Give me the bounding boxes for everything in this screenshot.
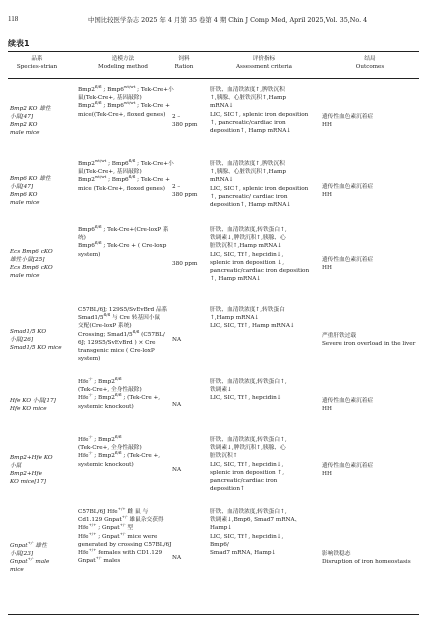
strain-line: mice	[10, 567, 24, 574]
assessment-line: pancreatic/cardiac iron deposition	[210, 268, 310, 275]
method-line: (Tek-Cre+, 全身性敲除)	[78, 387, 142, 394]
cell-assessment	[210, 86, 320, 135]
ration-line: 380 ppm	[172, 122, 198, 128]
outcome-line: 影响铁稳态	[322, 550, 351, 557]
journal-citation-line: 中国比较医学杂志 2025 年 4 月第 35 卷第 4 期 Chin J Comp Med, April 2025,Vol. 35,No. 4	[88, 15, 368, 24]
assessment-line: LIC, SIC↑, splenic iron deposition	[210, 111, 309, 118]
method-line: Cd1.129 Gnpat+/- 雄鼠杂交获得	[78, 514, 164, 524]
assessment-line: 铁调素↓,脾铁沉积↑,胰腺、心	[210, 235, 286, 242]
ration-line: NA	[172, 466, 182, 473]
strain-line: 小鼠[47]	[10, 183, 34, 190]
assessment-line: 肝铁、血清铁浓度,转铁蛋白↑,	[210, 379, 287, 385]
method-line: $Bmp6^{fl/fl}$ ; Tek-Cre + ( Cre-loxp	[78, 240, 167, 250]
outcome-line: HH	[322, 471, 332, 477]
header-assessment	[210, 56, 318, 71]
method-line: Hfe-/- ; $Bmp2^{fl/fl}$ ; (Tek-Cre +,	[78, 392, 161, 402]
assessment-line: splenic iron deposition ↑,	[210, 469, 285, 476]
assessment-line: mRNA↓	[210, 177, 234, 184]
ration-line: 380 ppm	[172, 192, 198, 198]
cell-assessment	[210, 436, 320, 493]
method-line: C57BL/6J Hfe+/+ 雌 鼠 与	[78, 506, 149, 515]
cell-outcome	[322, 378, 422, 432]
method-line: mice (Tek-Cre+, floxed genes)	[78, 185, 166, 192]
assessment-line: 肝铁、血清铁浓度↑,脾铁沉积	[210, 87, 285, 93]
header-ration	[170, 56, 198, 71]
cell-method	[78, 378, 168, 411]
cell-outcome	[322, 436, 422, 504]
assessment-line: 脏铁沉积↑	[210, 453, 238, 460]
ration-line: 2 –	[172, 183, 181, 190]
method-line: Hfe-/- ; $Bmp2^{fl/fl}$	[78, 434, 122, 443]
cell-strain	[10, 378, 72, 432]
method-line: system)	[78, 356, 101, 363]
cell-assessment	[210, 306, 320, 331]
assessment-line: 肝铁、血清铁浓度,转铁蛋白↑,	[210, 509, 287, 515]
cell-ration	[172, 306, 202, 374]
outcome-line: Disruption of iron homeostasis	[322, 559, 411, 565]
method-line: $Bmp2^{fl/fl}$ ; $Bmp6^{wt/wt}$ ; Tek-Cre +	[78, 100, 170, 110]
cell-outcome	[322, 508, 422, 608]
assessment-line: ↑,胰腺、心脏铁沉积↑,Hamp	[210, 169, 287, 176]
strain-line: 小鼠[23]	[10, 550, 34, 557]
cell-ration	[172, 508, 202, 608]
method-line: C57BL/6J; 129S5/SvEvBrd 品系	[78, 307, 168, 313]
cell-strain	[10, 160, 72, 222]
cell-method	[78, 84, 174, 119]
strain-line: Smad1/5 KO	[10, 328, 47, 335]
assessment-line: 铁调素↓	[210, 387, 232, 394]
cell-assessment	[210, 160, 320, 209]
table-continued-label: 续表1	[8, 39, 30, 48]
assessment-line: LIC, SIC, Tf↑, Hamp mRNA↓	[210, 323, 295, 330]
strain-line: Smad1/5 KO mice	[10, 345, 62, 352]
assessment-line: Bmp6/	[210, 541, 229, 548]
strain-line: Bmp2+Hfe	[10, 471, 43, 477]
ration-line: NA	[172, 554, 182, 561]
method-line: $Bmp2^{wt/wt}$ ; $Bmp6^{fl/fl}$ ; Tek-Cre+小	[78, 158, 174, 167]
method-line: 6J; 129S5/SvEvBrd ) × Cre	[78, 339, 156, 346]
strain-line: Gnpat+/- male	[10, 556, 50, 565]
cell-method	[78, 436, 168, 469]
header-species-en: Species-strian	[16, 63, 58, 70]
assessment-line: ↑, pancreatic/cardiac iron	[210, 119, 286, 126]
assessment-line: deposition↑	[210, 486, 245, 493]
header-outcomes-zh: 结局	[364, 56, 376, 62]
method-line: $Bmp6^{fl/fl}$ ; Tek-Cre+(Cre-loxP 系	[78, 224, 169, 233]
cell-method	[78, 226, 168, 259]
ration-line: 2 –	[172, 113, 181, 120]
assessment-line: 铁调素↓,Bmp6, Smad7 mRNA、	[210, 517, 301, 524]
outcome-line: HH	[322, 192, 332, 198]
method-line: systemic knockout)	[78, 461, 134, 468]
strain-line: Bmp2 KO 雄性	[10, 105, 51, 112]
assessment-line: deposition↑, Hamp mRNA↓	[210, 128, 292, 135]
outcome-line: HH	[322, 122, 332, 128]
header-outcomes	[320, 56, 420, 71]
assessment-line: 肝铁、血清铁浓度↑,转铁蛋白	[210, 307, 285, 313]
header-assessment-zh: 评价指标	[252, 56, 276, 62]
cell-outcome	[322, 306, 422, 374]
outcome-line: HH	[322, 406, 332, 412]
outcome-line: 遗传性血色素沉着症	[322, 256, 374, 263]
header-method-zh: 造模方法	[111, 56, 135, 62]
outcome-line: 遗传性血色素沉着症	[322, 113, 374, 120]
cell-outcome	[322, 160, 422, 222]
ration-line: NA	[172, 336, 182, 343]
cell-assessment	[210, 378, 320, 403]
assessment-line: splenic iron deposition ↓,	[210, 259, 285, 266]
outcome-line: HH	[322, 265, 332, 271]
header-species	[10, 56, 64, 71]
method-line: Hfe+/+ females with CD1.129	[78, 547, 163, 557]
method-line: Gnpat+/- males	[78, 555, 121, 565]
ration-line: 380 ppm	[172, 260, 198, 267]
strain-line: 小鼠	[10, 462, 22, 469]
page-number: 118	[8, 15, 19, 23]
outcome-line: 严重肝铁过载	[322, 332, 357, 339]
assessment-line: pancreatic/cardiac iron	[210, 478, 278, 485]
outcome-line: Severe iron overload in the liver	[322, 341, 416, 347]
cell-ration	[172, 436, 202, 504]
strain-line: KO mice[17]	[10, 479, 47, 486]
strain-line: 雄性小鼠[25]	[10, 256, 45, 263]
method-line: systemic knockout)	[78, 403, 134, 410]
strain-line: Bmp6 KO	[10, 192, 38, 198]
outcome-line: 遗传性血色素沉着症	[322, 462, 374, 469]
strain-line: Ecs Bmp6 cKO	[10, 265, 53, 271]
assessment-line: LIC, SIC, Tf↑, hepcidin↓,	[210, 461, 284, 468]
cell-strain	[10, 86, 72, 156]
assessment-line: 铁调素↓,脾铁沉积↑,胰腺、心	[210, 445, 286, 452]
cell-method	[78, 158, 174, 193]
strain-line: male mice	[10, 130, 40, 137]
assessment-line: LIC, SIC, Tf↑, hepcidin↓,	[210, 251, 284, 258]
method-line: Hfe+/+ ; Gnpat+/- 型	[78, 522, 134, 532]
strain-line: Bmp2 KO	[10, 122, 38, 128]
cell-assessment	[210, 508, 320, 557]
assessment-line: 肝铁、血清铁浓度↑,脾铁沉积	[210, 161, 285, 167]
header-assessment-en: Assessment criteria	[235, 63, 293, 70]
cell-assessment	[210, 226, 320, 283]
strain-line: Ecs Bmp6 cKO	[10, 248, 53, 255]
assessment-line: ↑,胰腺、心脏铁沉积↑,Hamp	[210, 95, 287, 102]
assessment-line: LIC, SIC↑, splenic iron deposition	[210, 185, 309, 192]
header-method-en: Modeling method	[98, 63, 148, 70]
running-head	[8, 14, 419, 24]
strain-line: Hfe KO mice	[10, 406, 47, 412]
cell-ration	[172, 160, 202, 222]
cell-ration	[172, 378, 202, 432]
header-species-zh: 品系	[31, 56, 43, 62]
table-bottom-rule	[8, 614, 419, 615]
strain-line: 小鼠[26]	[10, 336, 34, 343]
cell-outcome	[322, 226, 422, 302]
method-line: Crossing; $Smad1/5^{fl/fl}$ (C57BL/	[78, 328, 165, 338]
assessment-line: Hamp↓	[210, 525, 233, 532]
header-method	[78, 56, 168, 71]
header-ration-en: Ration	[174, 63, 194, 70]
cell-method	[78, 306, 168, 363]
header-outcomes-en: Outcomes	[355, 63, 385, 70]
ration-line: NA	[172, 401, 182, 408]
strain-line: Hfe KO 小鼠[17]	[10, 397, 56, 404]
method-line: Hfe-/- ; $Bmp2^{fl/fl}$ ; (Tek-Cre +,	[78, 450, 161, 460]
method-line: Hfe-/- ; $Bmp2^{fl/fl}$	[78, 376, 122, 385]
cell-strain	[10, 226, 72, 302]
method-line: mice((Tek-Cre+, floxed genes)	[78, 111, 166, 118]
assessment-line: Smad7 mRNA, Hamp↓	[210, 550, 277, 557]
method-line: 统)	[78, 235, 86, 242]
method-line: Hfe+/+ ; Gnpat+/- mice were	[78, 530, 158, 540]
table-top-rule	[8, 51, 419, 52]
assessment-line: ↑, Hamp mRNA↓	[210, 276, 262, 283]
strain-line: male mice	[10, 273, 40, 280]
strain-line: 小鼠[47]	[10, 113, 34, 120]
cell-strain	[10, 508, 72, 608]
method-line: system)	[78, 251, 101, 258]
strain-line: Bmp2+Hfe KO	[10, 454, 53, 461]
assessment-line: LIC, SIC, Tf↑, hepcidin↓,	[210, 533, 284, 540]
assessment-line: ↑, pancreatic/ cardiac iron	[210, 193, 288, 200]
cell-outcome	[322, 86, 422, 156]
method-line: $Bmp2^{fl/fl}$ ; $Bmp6^{wt/wt}$ ; Tek-Cre+小	[78, 84, 174, 93]
method-line: 交配(Cre-loxP 系统)	[78, 323, 132, 330]
method-line: $Smad1/5^{fl/fl}$ 与 Cre 转基因小鼠	[78, 312, 161, 322]
header-ration-zh: 饲料	[178, 56, 190, 62]
outcome-line: 遗传性血色素沉着症	[322, 183, 374, 190]
method-line: generated by crossing C57BL/6J	[78, 541, 172, 548]
cell-strain	[10, 306, 72, 374]
assessment-line: 肝铁、血清铁浓度,转铁蛋白↑,	[210, 227, 287, 233]
cell-strain	[10, 436, 72, 504]
assessment-line: ↑,Hamp mRNA↓	[210, 315, 260, 322]
strain-line: Bmp6 KO 雄性	[10, 175, 51, 182]
strain-line: male mice	[10, 200, 40, 207]
cell-method	[78, 506, 172, 565]
outcome-line: 遗传性血色素沉着症	[322, 397, 374, 404]
method-line: transgenic mice ( Cre-loxP	[78, 348, 155, 355]
assessment-line: 脏铁沉积↑,Hamp mRNA↓	[210, 243, 283, 250]
method-line: 鼠(Tek-Cre+, 基因敲除)	[78, 95, 142, 102]
method-line: $Bmp2^{wt/wt}$ ; $Bmp6^{fl/fl}$ ; Tek-Cre +	[78, 174, 170, 184]
cell-ration	[172, 226, 202, 302]
method-line: 鼠(Tek-Cre+, 基因敲除)	[78, 169, 142, 176]
method-line: (Tek-Cre+, 全身性敲除)	[78, 445, 142, 452]
cell-ration	[172, 86, 202, 156]
table-header-rule	[8, 78, 419, 79]
assessment-line: LIC, SIC, Tf↑, hepcidin↓	[210, 395, 282, 402]
strain-line: Gnpat+/- 雄性	[10, 539, 47, 549]
assessment-line: mRNA↓	[210, 103, 234, 110]
assessment-line: deposition↑, Hamp mRNA↓	[210, 202, 292, 209]
assessment-line: 肝铁、血清铁浓度,转铁蛋白↑,	[210, 437, 287, 443]
